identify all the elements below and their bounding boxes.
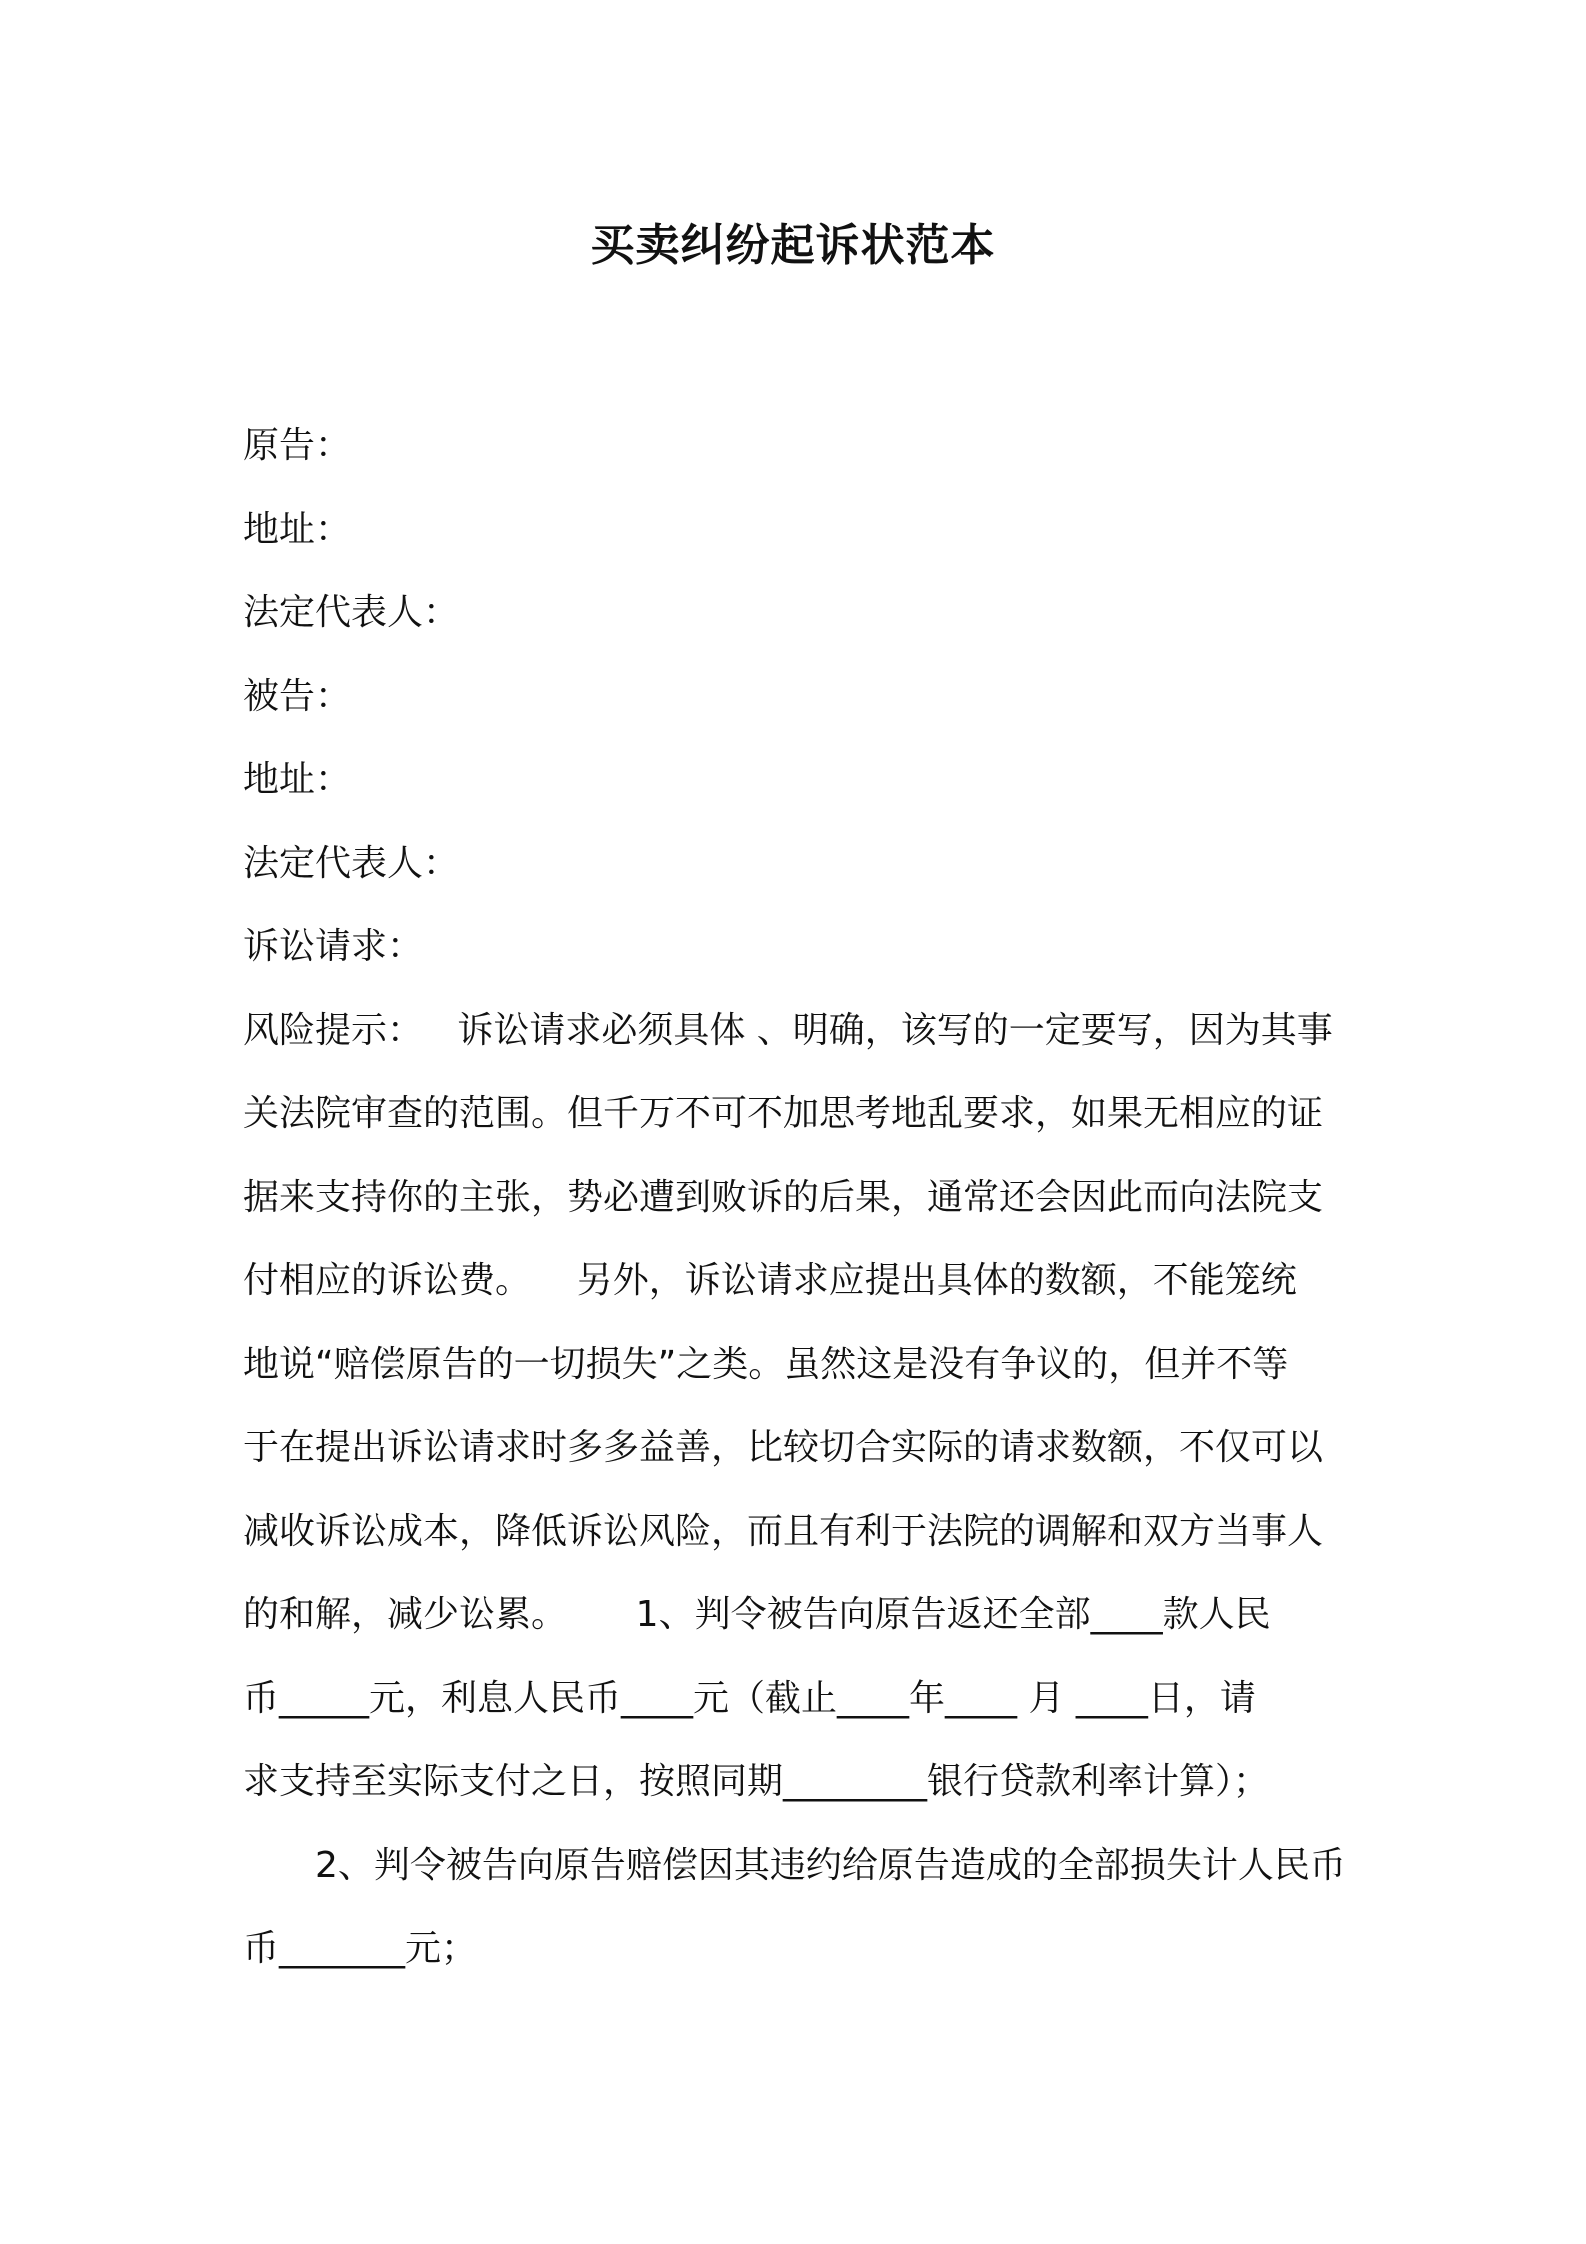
- paragraph-line: 的和解，减少讼累。 1、判令被告向原告返还全部____款人民: [243, 1594, 1271, 1635]
- paragraph-line: 币_____元，利息人民币____元（截止____年____ 月 ____日，请: [243, 1677, 1256, 1719]
- paragraph-line: 关法院审查的范围。但千万不可不加思考地乱要求，如果无相应的证: [243, 1093, 1324, 1134]
- paragraph-line: 据来支持你的主张，势必遭到败诉的后果，通常还会因此而向法院支: [243, 1176, 1324, 1218]
- paragraph-line: 减收诉讼成本，降低诉讼风险，而且有利于法院的调解和双方当事人: [243, 1510, 1324, 1552]
- paragraph-line: 付相应的诉讼费。 另外，诉讼请求应提出具体的数额，不能笼统: [243, 1260, 1297, 1301]
- claim-item-2-continued-line: 币_______元；: [243, 1928, 478, 1969]
- plaintiff-line: 原告：: [243, 425, 352, 466]
- paragraph-line: 地说“赔偿原告的一切损失”之类。虽然这是没有争议的，但并不等: [243, 1343, 1289, 1385]
- defendant-line: 被告：: [243, 675, 352, 717]
- paragraph-line: 风险提示： 诉讼请求必须具体 、明确，该写的一定要写，因为其事: [243, 1009, 1333, 1051]
- document-title: 买卖纠纷起诉状范本: [590, 220, 996, 271]
- claims-heading-line: 诉讼请求：: [243, 926, 424, 967]
- defendant-address-line: 地址：: [243, 759, 352, 800]
- document-body: [243, 404, 1353, 1991]
- defendant-legal-rep-line: 法定代表人：: [243, 842, 460, 884]
- claim-item-2-line: 2、判令被告向原告赔偿因其违约给原告造成的全部损失计人民币: [315, 1844, 1346, 1886]
- plaintiff-address-line: 地址：: [243, 508, 352, 550]
- paragraph-line: 于在提出诉讼请求时多多益善，比较切合实际的请求数额，不仅可以: [243, 1427, 1324, 1468]
- plaintiff-legal-rep-line: 法定代表人：: [243, 592, 460, 633]
- paragraph-line: 求支持至实际支付之日，按照同期________银行贷款利率计算）；: [243, 1761, 1270, 1802]
